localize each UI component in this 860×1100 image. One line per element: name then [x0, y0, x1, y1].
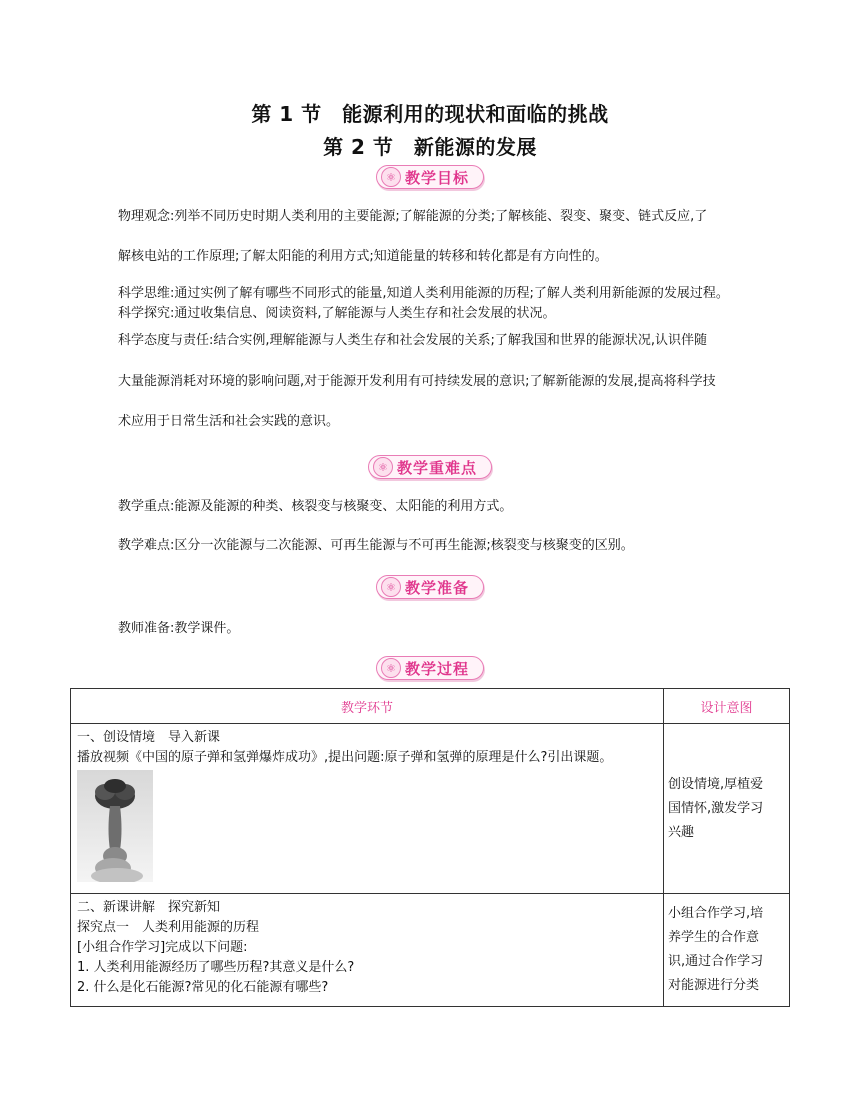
stage-text: 2. 什么是化石能源?常见的化石能源有哪些?: [77, 980, 329, 995]
section-heading: 教学目标: [404, 168, 469, 187]
table-row: [71, 894, 790, 1007]
process-table: [70, 688, 790, 1007]
section-heading: 教学准备: [404, 578, 469, 597]
section-goals-body: [118, 207, 758, 432]
atom-icon: ⚛: [373, 457, 393, 477]
intent-cell: [664, 894, 790, 1007]
text-line: 科学思维:通过实例了解有哪些不同形式的能量,知道人类利用能源的历程;了解人类利用新能源的发展过程。: [118, 286, 729, 301]
stage-cell: [71, 724, 664, 894]
section-keypoints-body: [118, 497, 758, 556]
table-row: [71, 724, 790, 894]
intent-text: 养学生的合作意: [668, 930, 760, 945]
intent-text: 小组合作学习,培: [668, 906, 764, 921]
stage-text: 播放视频《中国的原子弹和氢弹爆炸成功》,提出问题:原子弹和氢弹的原理是什么?引出课题。: [77, 750, 613, 765]
text-line: 物理观念:列举不同历史时期人类利用的主要能源;了解能源的分类;了解核能、裂变、聚变、链式反应,了: [118, 209, 708, 224]
page-subtitle: 第 2 节 新能源的发展: [323, 135, 537, 159]
atom-icon: ⚛: [381, 577, 401, 597]
stage-text: [小组合作学习]完成以下问题:: [77, 940, 248, 955]
section-goals-badge: [0, 165, 860, 189]
text-line: 解核电站的工作原理;了解太阳能的利用方式;知道能量的转移和转化都是有方向性的。: [118, 249, 608, 264]
text-line: 教学重点:能源及能源的种类、核裂变与核聚变、太阳能的利用方式。: [118, 499, 513, 514]
text-line: 大量能源消耗对环境的影响问题,对于能源开发利用有可持续发展的意识;了解新能源的发展,提高将科学技: [118, 374, 716, 389]
intent-text: 国情怀,激发学习: [668, 800, 764, 816]
intent-text: 兴趣: [668, 824, 695, 840]
section-preparation-body: [118, 619, 758, 639]
text-line: 教学难点:区分一次能源与二次能源、可再生能源与不可再生能源;核裂变与核聚变的区别。: [118, 538, 634, 553]
text-line: 科学态度与责任:结合实例,理解能源与人类生存和社会发展的关系;了解我国和世界的能源状况,认识伴随: [118, 333, 708, 348]
mushroom-cloud-image: [77, 770, 153, 882]
section-heading: 教学重难点: [396, 458, 477, 477]
stage-text: 探究点一 人类利用能源的历程: [77, 920, 260, 935]
section-process-badge: [0, 656, 860, 680]
stage-heading: 一、创设情境 导入新课: [77, 730, 221, 745]
intent-text: 对能源进行分类: [668, 978, 760, 993]
section-heading: 教学过程: [404, 659, 469, 678]
intent-text: 识,通过合作学习: [668, 954, 764, 969]
stage-cell: [71, 894, 664, 1007]
page-title: 第 1 节 能源利用的现状和面临的挑战: [251, 102, 609, 126]
text-line: 术应用于日常生活和社会实践的意识。: [118, 414, 340, 429]
stage-text: 1. 人类利用能源经历了哪些历程?其意义是什么?: [77, 960, 355, 975]
table-header-intent: 设计意图: [664, 689, 790, 724]
intent-text: 创设情境,厚植爱: [668, 776, 764, 792]
table-header-stage: 教学环节: [71, 689, 664, 724]
section-keypoints-badge: [0, 455, 860, 479]
intent-cell: [664, 724, 790, 894]
atom-icon: ⚛: [381, 167, 401, 187]
stage-heading: 二、新课讲解 探究新知: [77, 900, 221, 915]
text-line: 科学探究:通过收集信息、阅读资料,了解能源与人类生存和社会发展的状况。: [118, 306, 556, 321]
atom-icon: ⚛: [381, 658, 401, 678]
text-line: 教师准备:教学课件。: [118, 621, 240, 636]
section-preparation-badge: [0, 575, 860, 599]
